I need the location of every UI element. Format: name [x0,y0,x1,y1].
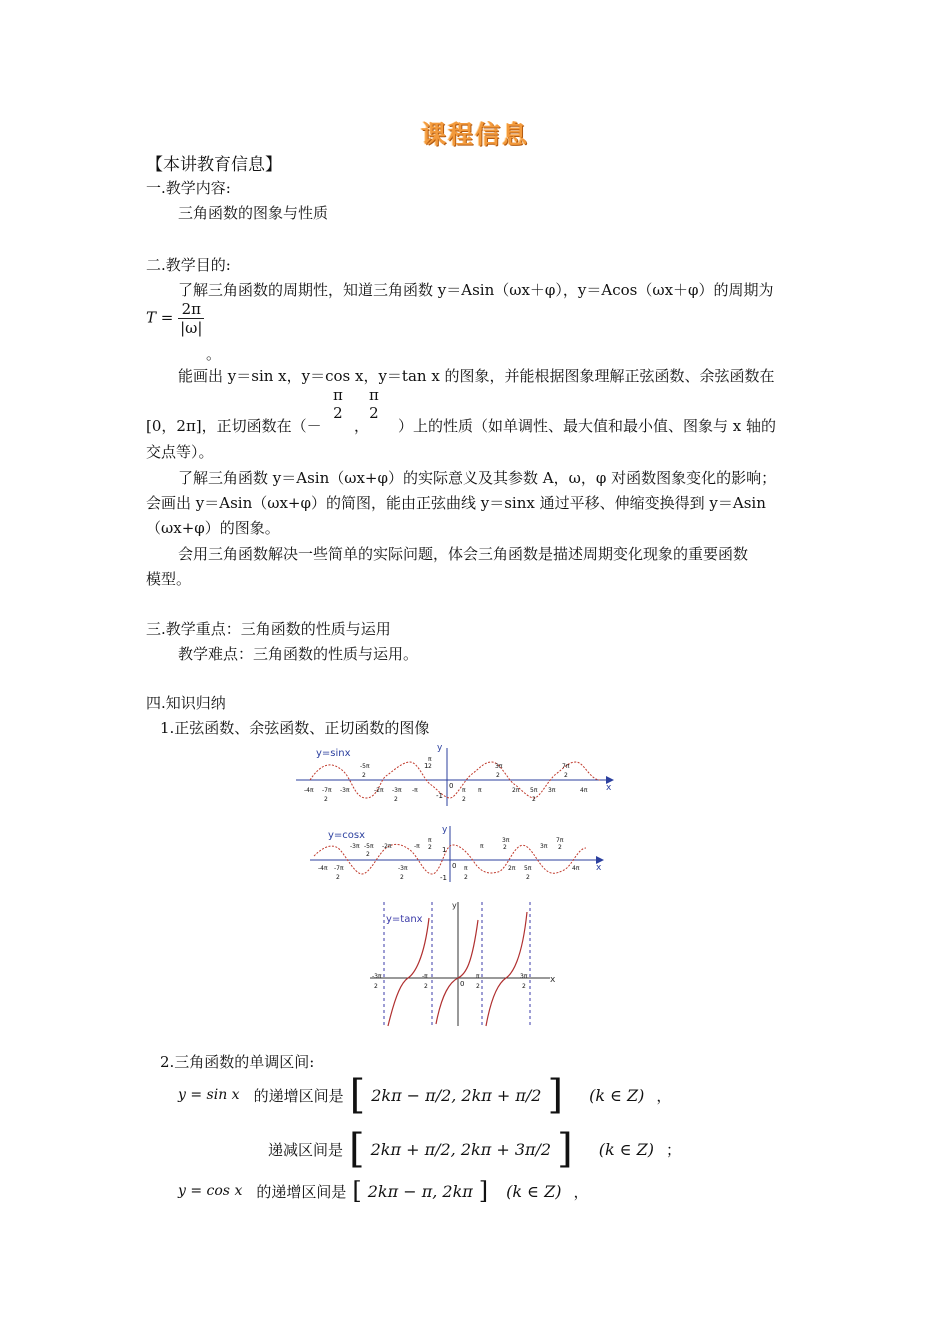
sin-tick-3pi2-den: 2 [496,772,500,779]
sin-inc-interval: 2kπ − π/2, 2kπ + π/2 [371,1085,542,1105]
cos-tick-neg7pi2: -7π [334,865,344,872]
cos-tick-neg3pi2: -3π [398,865,408,872]
sin-origin: 0 [449,782,454,790]
bracket-right-icon: ] [547,1072,564,1118]
tan-tick-3pi2: 3π [520,973,528,980]
tan-tick-neg3pi2: -3π [372,973,382,980]
sin-tick-neg7pi2-den: 2 [324,796,328,803]
sin-tick-neg5pi2: -5π [360,763,370,770]
sin-x-label: x [606,783,612,793]
heading-summary: 四.知识归纳 [146,694,226,712]
sin-tick-7pi2-den: 2 [564,772,568,779]
cos-func-label: y = cos x [178,1183,243,1199]
cos-tick-neg7pi2-den: 2 [336,874,340,881]
cos-tick-negpi2: π [428,837,432,844]
bracket-right-icon-3: ] [478,1177,489,1205]
sin-tick-neg3pi: -3π [340,787,350,794]
item-1-title: 1.正弦函数、余弦函数、正切函数的图像 [160,719,430,737]
cos-tick-pi2: π [464,865,468,872]
sin-inc-comma: ， [656,1086,672,1105]
sin-tick-neg7pi2: -7π [322,787,332,794]
sin-dec-text: 递减区间是 [268,1140,344,1159]
goal-3-line2: 会画出 y＝Asin（ωx+φ）的简图，能由正弦曲线 y＝sinx 通过平移、伸缩变换得到 y＝Asin [146,494,766,512]
tan-tick-neg3pi2-den: 2 [374,983,378,990]
cos-tick-neg3pi: -3π [350,843,360,850]
cos-tick-pi: π [480,843,484,850]
neg-pi-half [331,386,345,422]
cos-tick-pi2-den: 2 [464,874,468,881]
sin-tick-pi2-den: 2 [428,763,432,770]
tan-x-label: x [550,975,556,985]
sin-tick-5pi2-den: 2 [532,796,536,803]
item-2-title: 2.三角函数的单调区间: [160,1053,315,1071]
goal-2-start: [0，2π]，正切函数在（－ [146,417,322,435]
formula-T: T = [146,308,174,327]
fraction-numerator: 2π [178,300,204,319]
sin-tick-den: 2 [362,772,366,779]
goal-2-line3: 交点等）。 [146,443,214,461]
tan-branch-3 [486,912,527,1026]
sin-tick-4pi: 4π [580,787,588,794]
cos-tick-neg2pi: -2π [382,843,392,850]
tan-origin: 0 [460,980,465,988]
cos-tick-7pi2: 7π [556,837,564,844]
cos-inc-text: 的递增区间是 [256,1182,347,1201]
sin-tick-pi2b-den: 2 [462,796,466,803]
cos-tick-3pi2-den: 2 [503,844,507,851]
cos-tick-neg4pi: -4π [318,865,328,872]
difficulty-text: 教学难点：三角函数的性质与运用。 [178,645,419,663]
sin-tick-7pi2: 7π [562,763,570,770]
cos-tick-3pi2: 3π [502,837,510,844]
cos-inc-interval: 2kπ − π, 2kπ [367,1181,473,1201]
cos-tick-neg1: -1 [440,874,447,882]
tan-tick-3pi2-den: 2 [522,983,526,990]
bracket-left-icon-2: [ [349,1126,365,1172]
fraction-denominator: |ω| [180,319,203,337]
goal-3-line3: （ωx+φ）的图象。 [146,519,280,537]
tan-tick-pi2-den: 2 [476,983,480,990]
page-title: 课程信息 [420,120,529,149]
goal-2-comma: ， [354,417,370,435]
goal-4-line2: 模型。 [146,570,192,588]
sin-tick-neg3pi2-den: 2 [394,796,398,803]
cos-inc-comma: ， [573,1182,589,1201]
bracket-left-icon: [ [349,1072,366,1118]
tan-label: y=tanx [386,914,423,925]
sin-decrease-row [268,1126,681,1172]
sin-tick-5pi2: 5π [530,787,538,794]
sin-dec-kz: (k ∈ Z) [598,1139,655,1159]
cos-label: y=cosx [328,830,366,841]
period-end: 。 [206,345,222,363]
sin-tick-negpi: -π [412,787,418,794]
cos-tick-2pi: 2π [508,865,516,872]
sin-tick-pi2b: π [462,787,466,794]
goal-4-line1: 会用三角函数解决一些简单的实际问题，体会三角函数是描述周期变化现象的重要函数 [178,545,749,563]
tangent-graph [366,898,560,1028]
cos-inc-kz: (k ∈ Z) [506,1181,562,1201]
sin-tick-neg2pi: -2π [374,787,384,794]
cos-x-label: x [596,863,602,873]
frac-num-2: π [369,386,379,404]
cos-tick-neg5pi2-den: 2 [366,851,370,858]
cos-origin: 0 [452,862,457,870]
sin-tick-1: 1 [424,762,429,770]
sin-dec-interval: 2kπ + π/2, 2kπ + 3π/2 [370,1139,552,1159]
pi-half [367,386,381,422]
sin-tick-pi: π [478,787,482,794]
frac-den-2: 2 [369,404,379,422]
sin-y-label: y [437,743,443,753]
sin-tick-neg3pi2: -3π [392,787,402,794]
sin-dec-semicolon: ； [666,1140,682,1159]
cos-tick-5pi2-den: 2 [526,874,530,881]
sin-label: y=sinx [316,748,351,759]
cos-tick-negpi2-den: 2 [428,844,432,851]
period-formula [146,300,204,337]
cos-tick-neg3pi2-den: 2 [400,874,404,881]
tan-y-label: y [452,901,457,910]
cos-tick-negpi: -π [414,843,420,850]
tan-tick-negpi2-den: 2 [424,983,428,990]
tan-tick-negpi2: -π [422,973,428,980]
sin-inc-kz: (k ∈ Z) [589,1085,645,1105]
sine-graph [294,740,616,808]
cos-y-label: y [442,825,448,835]
goal-2-text: 能画出 y＝sin x，y＝cos x，y＝tan x 的图象，并能根据图象理解正弦函数、余弦函数在 [178,367,775,385]
tan-branch-1 [388,918,429,1026]
cos-tick-5pi2: 5π [524,865,532,872]
cos-tick-3pi: 3π [540,843,548,850]
frac-den: 2 [333,404,343,422]
bracket-right-icon-2: ] [557,1126,573,1172]
heading-content: 一.教学内容: [146,179,231,197]
bracket-left-icon-3: [ [352,1177,362,1205]
sin-tick-2pi: 2π [512,787,520,794]
tan-tick-pi2: π [476,973,480,980]
heading-goals: 二.教学目的: [146,256,231,274]
sin-func-label: y = sin x [178,1087,240,1103]
period-fraction [178,300,204,337]
content-text: 三角函数的图象与性质 [178,204,329,222]
goal-1-text: 了解三角函数的周期性，知道三角函数 y＝Asin（ωx＋φ），y＝Acos（ωx＋φ）的周期为 [178,281,774,299]
cos-tick-7pi2-den: 2 [558,844,562,851]
cosine-graph [306,822,606,884]
sin-tick-pi2: π [428,756,432,763]
sin-increase-row [178,1072,671,1118]
cos-tick-neg5pi2: -5π [364,843,374,850]
section-header: 【本讲教育信息】 [146,155,282,175]
heading-key-points: 三.教学重点：三角函数的性质与运用 [146,620,391,638]
sin-tick-3pi: 3π [548,787,556,794]
sin-tick-neg4pi: -4π [304,787,314,794]
frac-num: π [333,386,343,404]
goal-2-end: ）上的性质（如单调性、最大值和最小值、图象与 x 轴的 [398,417,776,435]
goal-3-line1: 了解三角函数 y＝Asin（ωx+φ）的实际意义及其参数 A，ω，φ 对函数图象变化的影响； [178,469,777,487]
cos-tick-1: 1 [442,846,447,854]
cos-tick-4pi: 4π [572,865,580,872]
cos-increase-row [178,1176,588,1206]
sin-tick-3pi2: 3π [495,763,503,770]
sin-tick-neg1: -1 [436,792,443,800]
sin-inc-text: 的递增区间是 [253,1086,344,1105]
tan-branch-2 [436,920,478,1024]
